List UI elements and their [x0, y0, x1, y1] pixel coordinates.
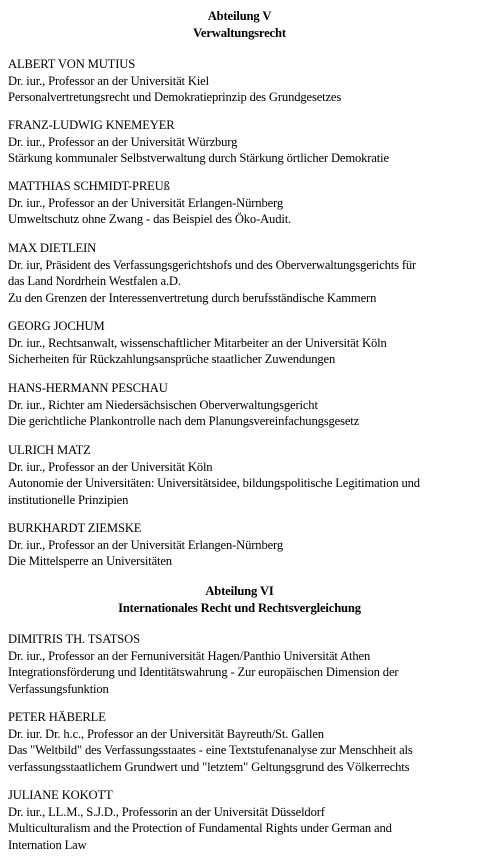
author-position: Dr. iur., Professor an der Universität Würzburg	[8, 134, 238, 149]
section-title: Abteilung VI	[205, 584, 274, 598]
contribution-title: Die Mittelsperre an Universitäten	[8, 554, 172, 568]
contribution-title-continued: Internation Law	[8, 837, 87, 852]
author-name: ULRICH MATZ	[8, 443, 91, 457]
section-heading	[0, 583, 479, 616]
author-name: GEORG JOCHUM	[8, 319, 105, 333]
contribution-title-continued: verfassungsstaatlichem Grundwert und "letztem" Geltungsgrund des Völkerrechts	[8, 759, 410, 774]
author-position: Dr. iur., LL.M., S.J.D., Professorin an der Universität Düsseldorf	[8, 804, 325, 819]
author-entry	[8, 787, 474, 853]
author-name: ALBERT VON MUTIUS	[8, 57, 136, 71]
author-position: Dr. iur., Rechtsanwalt, wissenschaftlicher Mitarbeiter an der Universität Köln	[8, 335, 387, 350]
author-position: Dr. iur., Professor an der Universität Erlangen-Nürnberg	[8, 537, 284, 552]
author-position: Dr. iur., Professor an der Universität Erlangen-Nürnberg	[8, 195, 284, 210]
contribution-title: Multiculturalism and the Protection of Fundamental Rights under German and	[8, 821, 392, 835]
author-entry	[8, 117, 474, 167]
author-position: Dr. iur., Richter am Niedersächsischen Oberverwaltungsgericht	[8, 397, 318, 412]
contribution-title-continued: Verfassungsfunktion	[8, 681, 109, 696]
author-name: BURKHARDT ZIEMSKE	[8, 521, 142, 535]
author-name: MAX DIETLEIN	[8, 241, 97, 255]
contribution-title: Zu den Grenzen der Interessenvertretung durch berufsständische Kammern	[8, 290, 377, 305]
author-entry	[8, 56, 474, 106]
contribution-title: Das "Weltbild" des Verfassungsstaates - eine Textstufenanalyse zur Menschheit als	[8, 743, 413, 757]
section-subtitle: Internationales Recht und Rechtsvergleichung	[118, 600, 361, 615]
author-name: HANS-HERMANN PESCHAU	[8, 381, 168, 395]
contribution-title: Personalvertretungsrecht und Demokratieprinzip des Grundgesetzes	[8, 90, 342, 104]
author-name: FRANZ-LUDWIG KNEMEYER	[8, 118, 175, 132]
author-entry	[8, 631, 474, 697]
author-entry	[8, 442, 474, 508]
author-entry	[8, 178, 474, 228]
section-heading	[0, 8, 479, 41]
author-name: PETER HÄBERLE	[8, 710, 106, 724]
contribution-title: Stärkung kommunaler Selbstverwaltung durch Stärkung örtlicher Demokratie	[8, 151, 389, 165]
author-entry	[8, 240, 474, 306]
author-entry	[8, 709, 474, 775]
author-name: DIMITRIS TH. TSATSOS	[8, 632, 140, 646]
author-name: JULIANE KOKOTT	[8, 788, 113, 802]
author-position: Dr. iur., Professor an der Fernuniversität Hagen/Panthio Universität Athen	[8, 648, 371, 663]
contribution-title: Integrationsförderung und Identitätswahrung - Zur europäischen Dimension der	[8, 665, 399, 679]
author-entry	[8, 520, 474, 570]
contribution-title: Die gerichtliche Plankontrolle nach dem Planungsvereinfachungsgesetz	[8, 414, 360, 428]
section-subtitle: Verwaltungsrecht	[193, 25, 286, 40]
author-name: MATTHIAS SCHMIDT-PREUß	[8, 179, 170, 193]
author-position: Dr. iur, Präsident des Verfassungsgerichtshofs und des Oberverwaltungsgerichts für	[8, 257, 417, 272]
author-entry	[8, 380, 474, 430]
contribution-title-continued: institutionelle Prinzipien	[8, 492, 129, 507]
contribution-title: Umweltschutz ohne Zwang - das Beispiel des Öko-Audit.	[8, 212, 292, 226]
author-position: Dr. iur. Dr. h.c., Professor an der Universität Bayreuth/St. Gallen	[8, 726, 324, 741]
author-entry	[8, 318, 474, 368]
contribution-title: Sicherheiten für Rückzahlungsansprüche staatlicher Zuwendungen	[8, 352, 336, 366]
section-title: Abteilung V	[207, 9, 272, 23]
contribution-title: Autonomie der Universitäten: Universitätsidee, bildungspolitische Legitimation und	[8, 476, 420, 490]
author-position-continued: das Land Nordrhein Westfalen a.D.	[8, 274, 181, 288]
author-position: Dr. iur., Professor an der Universität Kiel	[8, 73, 209, 88]
author-position: Dr. iur., Professor an der Universität Köln	[8, 459, 213, 474]
